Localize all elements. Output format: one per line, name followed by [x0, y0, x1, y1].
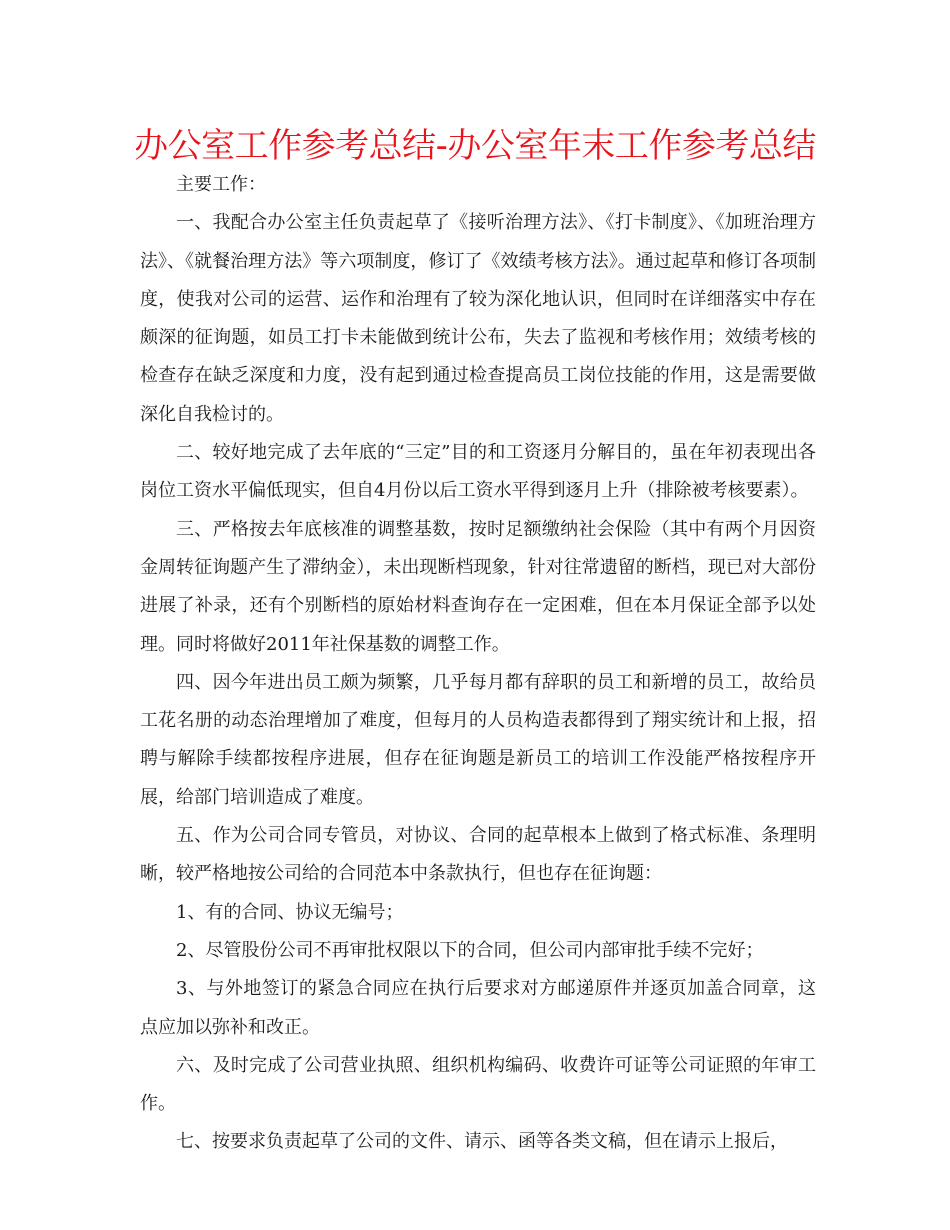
paragraph: 一、我配合办公室主任负责起草了《接听治理方法》、《打卡制度》、《加班治理方法》、《就餐治理方法》等六项制度，修订了《效绩考核方法》。通过起草和修订各项制度，使我对公司的运营、运作和治理有了较为深化地认识，但同时在详细落实中存在颇深的征询题，如员工打卡未能做到统计公布，失去了监视和考核作用；效绩考核的检查存在缺乏深度和力度，没有起到通过检查提高员工岗位技能的作用，这是需要做深化自我检讨的。 — [140, 212, 816, 425]
document-body — [140, 166, 816, 1162]
document-title: 办公室工作参考总结-办公室年末工作参考总结 — [134, 126, 816, 166]
list-item: 1、有的合同、协议无编号； — [176, 901, 404, 923]
paragraph: 七、按要求负责起草了公司的文件、请示、函等各类文稿，但在请示上报后， — [176, 1131, 788, 1153]
paragraph: 六、及时完成了公司营业执照、组织机构编码、收费许可证等公司证照的年审工作。 — [140, 1054, 816, 1115]
paragraph: 二、较好地完成了去年底的“三定”目的和工资逐月分解目的，虽在年初表现出各岗位工资水平偏低现实，但自4月份以后工资水平得到逐月上升（排除被考核要素）。 — [140, 442, 816, 502]
paragraph: 五、作为公司合同专管员，对协议、合同的起草根本上做到了格式标准、条理明晰，较严格地按公司给的合同范本中条款执行，但也存在征询题： — [140, 825, 816, 885]
list-item: 2、尽管股份公司不再审批权限以下的合同，但公司内部审批手续不完好； — [176, 939, 764, 961]
list-item: 3、与外地签订的紧急合同应在执行后要求对方邮递原件并逐页加盖合同章，这点应加以弥补和改正。 — [140, 978, 816, 1038]
paragraph: 三、严格按去年底核准的调整基数，按时足额缴纳社会保险（其中有两个月因资金周转征询题产生了滞纳金），未出现断档现象，针对往常遗留的断档，现已对大部份进展了补录，还有个别断档的原始材料查询存在一定困难，但在本月保证全部予以处理。同时将做好2011年社保基数的调整工作。 — [140, 518, 816, 655]
paragraph: 四、因今年进出员工颇为频繁，几乎每月都有辞职的员工和新增的员工，故给员工花名册的动态治理增加了难度，但每月的人员构造表都得到了翔实统计和上报，招聘与解除手续都按程序进展，但存在征询题是新员工的培训工作没能严格按程序开展，给部门培训造成了难度。 — [140, 671, 816, 808]
paragraph-heading: 主要工作： — [176, 174, 266, 195]
